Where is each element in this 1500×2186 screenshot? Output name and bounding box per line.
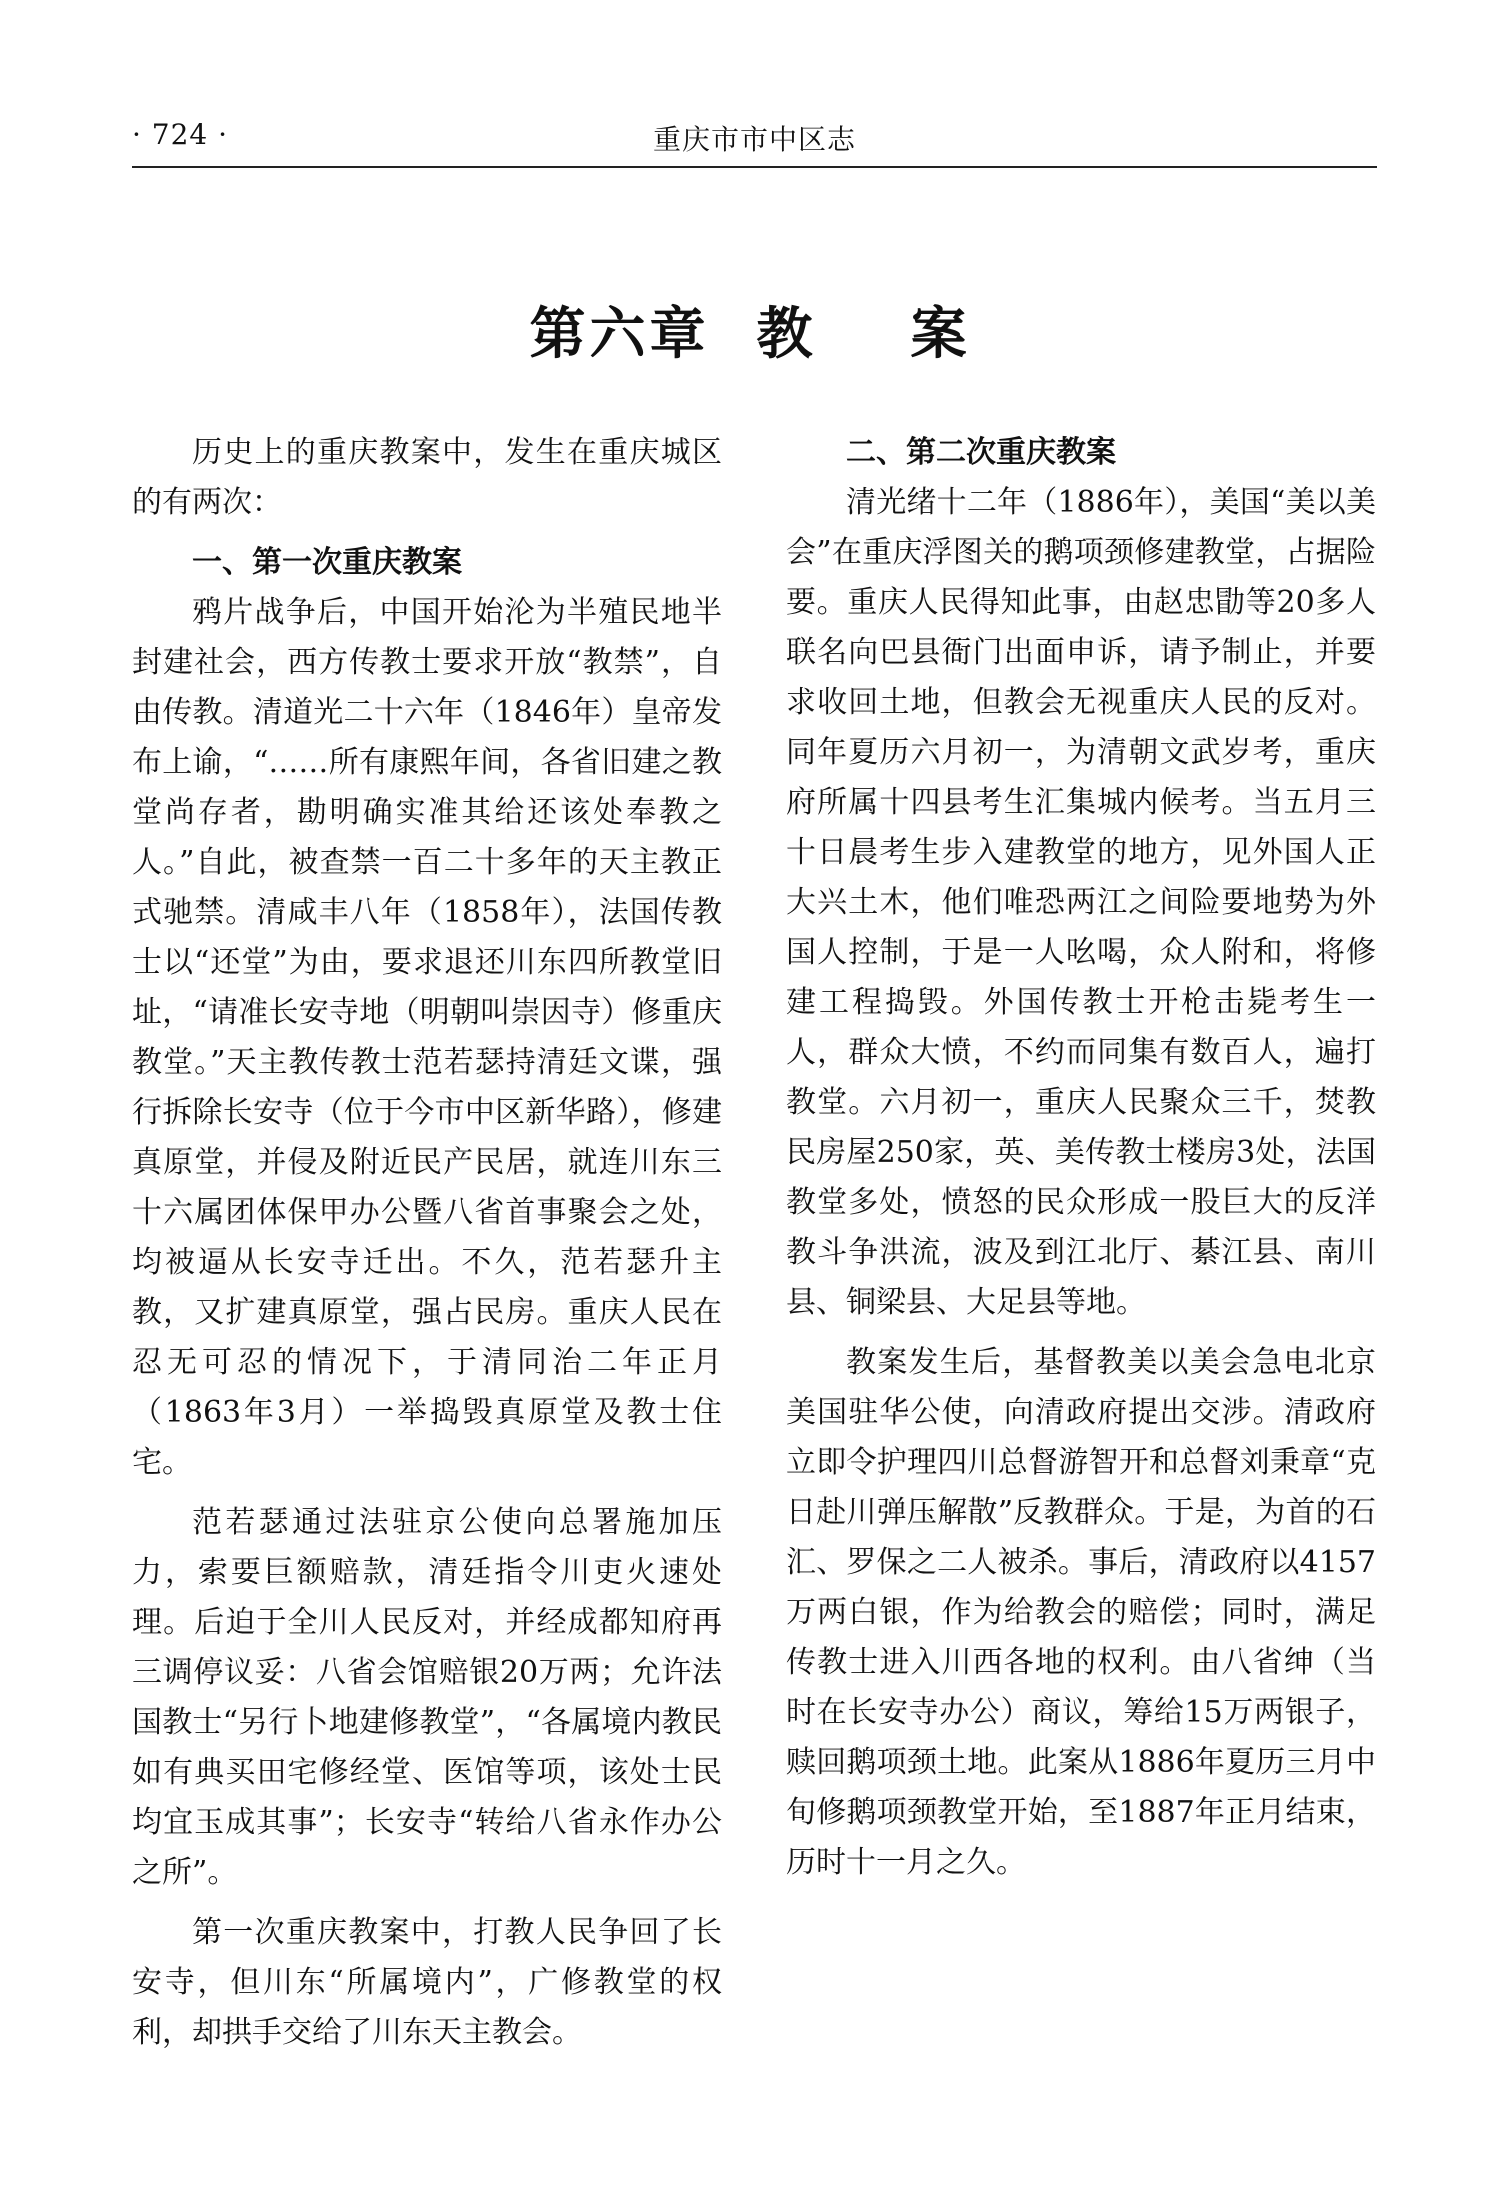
right-column: [786, 428, 1376, 1898]
running-header: [132, 118, 1377, 166]
page-number: · 724 ·: [132, 118, 229, 151]
paragraph: 范若瑟通过法驻京公使向总署施加压力，索要巨额赔款，清廷指令川吏火速处理。后迫于全川人民反对，并经成都知府再三调停议妥：八省会馆赔银20万两；允许法国教士“另行卜地建修教堂”，“各属境内教民如有典买田宅修经堂、医馆等项，该处士民均宜玉成其事”；长安寺“转给八省永作办公之所”。: [132, 1505, 722, 1890]
intro-paragraph: 历史上的重庆教案中，发生在重庆城区的有两次：: [132, 435, 722, 520]
paragraph: 清光绪十二年（1886年），美国“美以美会”在重庆浮图关的鹅项颈修建教堂，占据险要。重庆人民得知此事，由赵忠勖等20多人联名向巴县衙门出面申诉，请予制止，并要求收回土地，但教会无视重庆人民的反对。同年夏历六月初一，为清朝文武岁考，重庆府所属十四县考生汇集城内候考。当五月三十日晨考生步入建教堂的地方，见外国人正大兴土木，他们唯恐两江之间险要地势为外国人控制，于是一人吆喝，众人附和，将修建工程捣毁。外国传教士开枪击毙考生一人，群众大愤，不约而同集有数百人，遍打教堂。六月初一，重庆人民聚众三千，焚教民房屋250家，英、美传教士楼房3处，法国教堂多处，愤怒的民众形成一股巨大的反洋教斗争洪流，波及到江北厅、綦江县、南川县、铜梁县、大足县等地。: [786, 485, 1376, 1320]
chapter-title: 第六章 教 案: [529, 301, 971, 367]
header-rule: [132, 166, 1377, 168]
section-heading-second-case: 二、第二次重庆教案: [846, 435, 1116, 470]
paragraph: 鸦片战争后，中国开始沦为半殖民地半封建社会，西方传教士要求开放“教禁”，自由传教。清道光二十六年（1846年）皇帝发布上谕，“……所有康熙年间，各省旧建之教堂尚存者，勘明确实准其给还该处奉教之人。”自此，被查禁一百二十多年的天主教正式驰禁。清咸丰八年（1858年），法国传教士以“还堂”为由，要求退还川东四所教堂旧址，“请准长安寺地（明朝叫崇因寺）修重庆教堂。”天主教传教士范若瑟持清廷文谍，强行拆除长安寺（位于今市中区新华路），修建真原堂，并侵及附近民产民居，就连川东三十六属团体保甲办公暨八省首事聚会之处，均被逼从长安寺迁出。不久，范若瑟升主教，又扩建真原堂，强占民房。重庆人民在忍无可忍的情况下，于清同治二年正月（1863年3月）一举捣毁真原堂及教士住宅。: [132, 595, 722, 1480]
section-heading-first-case: 一、第一次重庆教案: [192, 545, 462, 580]
left-column: [132, 428, 722, 2068]
book-title: 重庆市市中区志: [652, 123, 856, 156]
paragraph: 第一次重庆教案中，打教人民争回了长安寺，但川东“所属境内”，广修教堂的权利，却拱手交给了川东天主教会。: [132, 1915, 722, 2050]
paragraph: 教案发生后，基督教美以美会急电北京美国驻华公使，向清政府提出交涉。清政府立即令护理四川总督游智开和总督刘秉章“克日赴川弹压解散”反教群众。于是，为首的石汇、罗保之二人被杀。事后，清政府以4157万两白银，作为给教会的赔偿；同时，满足传教士进入川西各地的权利。由八省绅（当时在长安寺办公）商议，筹给15万两银子，赎回鹅项颈土地。此案从1886年夏历三月中旬修鹅项颈教堂开始，至1887年正月结束，历时十一月之久。: [786, 1345, 1376, 1880]
